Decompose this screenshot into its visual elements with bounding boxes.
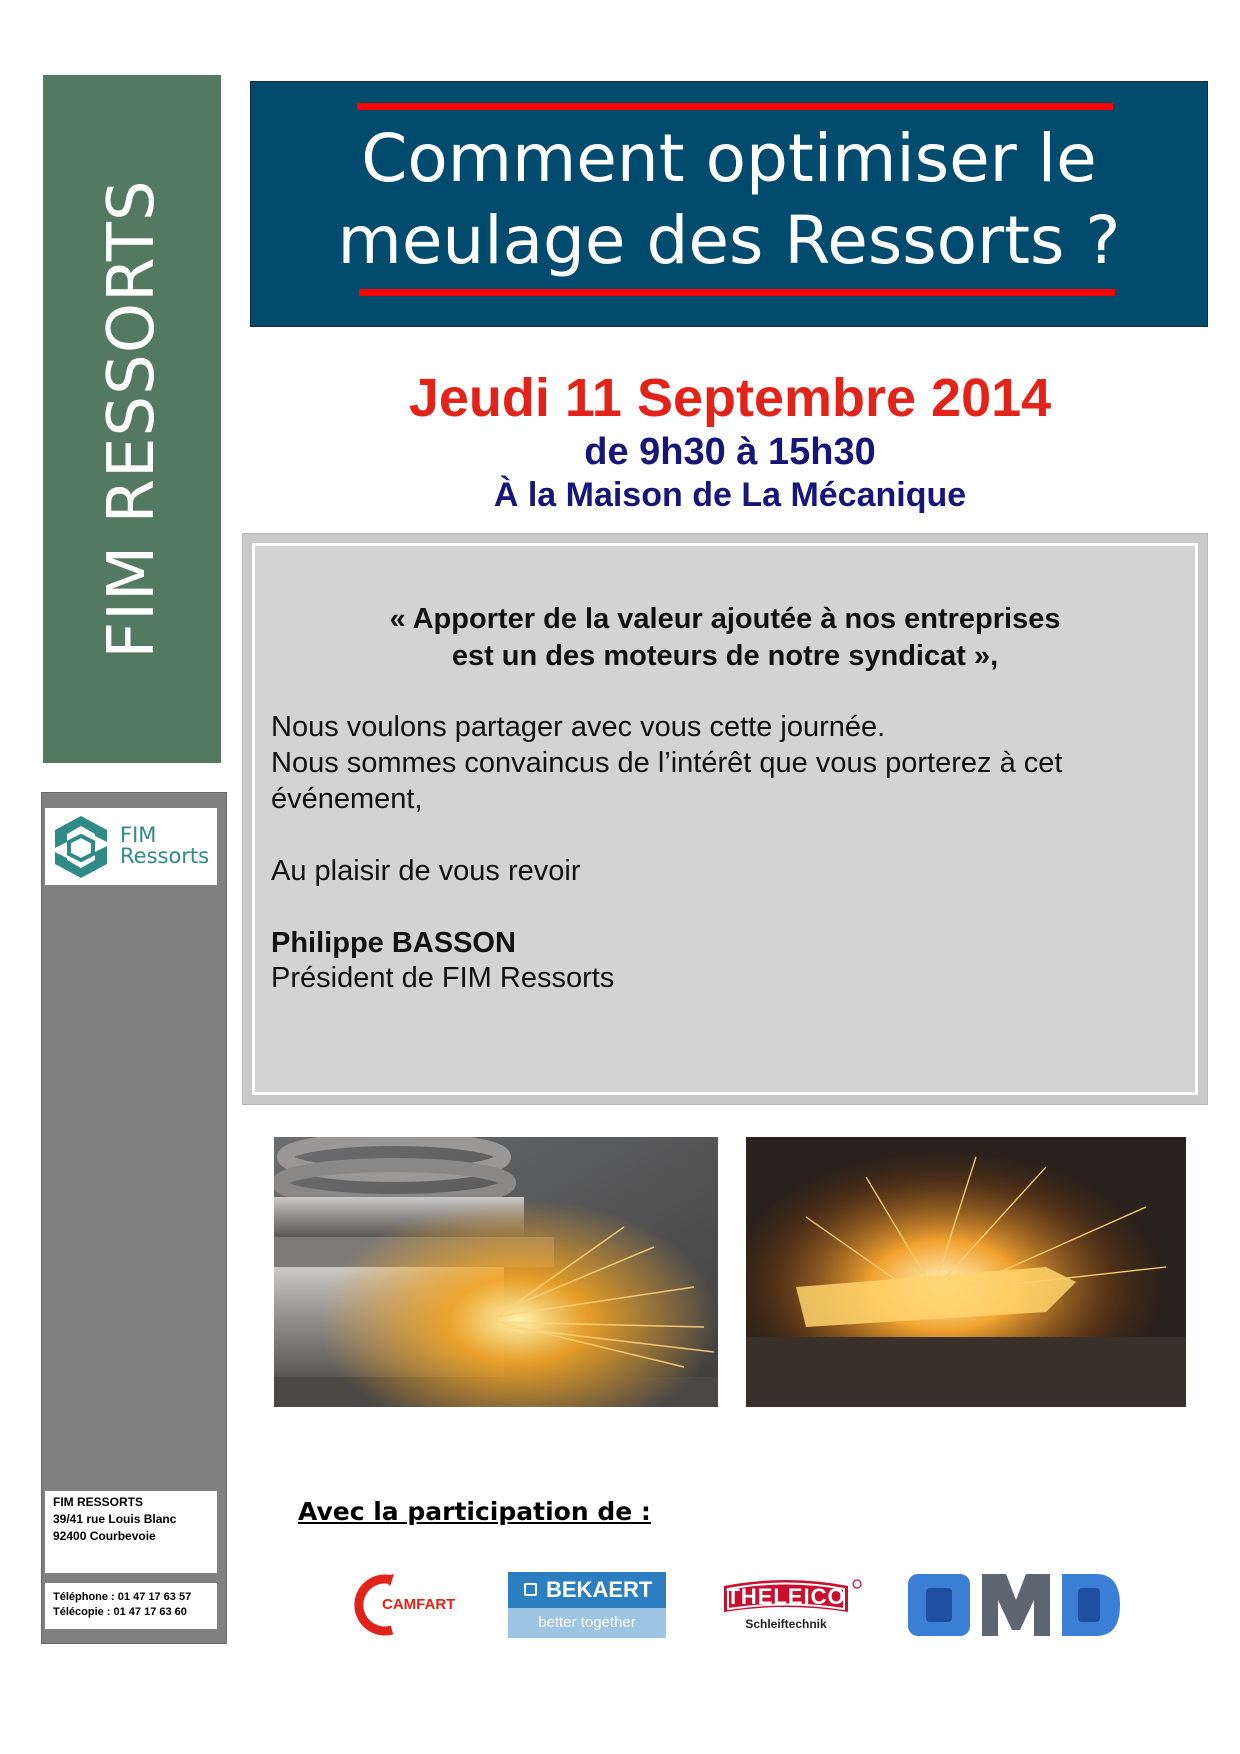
participation-heading: Avec la participation de : bbox=[298, 1497, 651, 1526]
signatory-title: Président de FIM Ressorts bbox=[271, 962, 615, 994]
message-paragraph-1: Nous voulons partager avec vous cette journée. bbox=[271, 711, 886, 743]
contact-block bbox=[45, 1583, 217, 1629]
spring-grinding-photo bbox=[274, 1137, 718, 1407]
address-city: 92400 Courbevoie bbox=[53, 1529, 156, 1543]
logo-line-1: FIM bbox=[120, 823, 157, 847]
fax-number: Télécopie : 01 47 17 63 60 bbox=[53, 1606, 187, 1618]
page-title bbox=[251, 118, 1207, 282]
camfart-logo bbox=[352, 1572, 462, 1636]
message-paragraph-2a: Nous sommes convaincus de l’intérêt que vous porterez à cet bbox=[271, 747, 1063, 779]
vertical-title: FIM RESSORTS bbox=[95, 179, 169, 659]
address-block bbox=[45, 1491, 217, 1573]
fim-ressorts-logo bbox=[45, 808, 217, 885]
title-banner bbox=[250, 81, 1208, 327]
title-line-2: meulage des Ressorts ? bbox=[337, 202, 1121, 279]
address-street: 39/41 rue Louis Blanc bbox=[53, 1512, 177, 1526]
title-line-1: Comment optimiser le bbox=[361, 120, 1097, 197]
theleico-wordmark: THELEICO bbox=[726, 1584, 846, 1609]
bekaert-wordmark: BEKAERT bbox=[546, 1577, 653, 1602]
title-bottom-rule bbox=[359, 289, 1115, 296]
theleico-tagline: Schleiftechnik bbox=[745, 1617, 827, 1631]
event-time: de 9h30 à 15h30 bbox=[584, 431, 876, 473]
closing-line: Au plaisir de vous revoir bbox=[271, 855, 581, 887]
logo-line-2: Ressorts bbox=[120, 844, 210, 868]
quote bbox=[255, 601, 1195, 675]
bekaert-banner bbox=[508, 1572, 666, 1608]
bekaert-logo bbox=[508, 1572, 666, 1638]
theleico-logo bbox=[716, 1572, 866, 1638]
quote-line-2: est un des moteurs de notre syndicat », bbox=[451, 640, 999, 672]
signatory-name: Philippe BASSON bbox=[271, 927, 516, 959]
bekaert-tagline: better together bbox=[508, 1608, 666, 1638]
omd-logo bbox=[906, 1570, 1124, 1640]
address-name: FIM RESSORTS bbox=[53, 1495, 144, 1509]
bekaert-mark-icon bbox=[524, 1583, 537, 1596]
title-top-rule bbox=[357, 103, 1113, 110]
message-paragraph-2b: événement, bbox=[271, 783, 423, 815]
omd-wordmark-icon bbox=[906, 1570, 1124, 1640]
message-box bbox=[242, 533, 1208, 1105]
camfart-wordmark: CAMFART bbox=[382, 1596, 456, 1613]
sidebar-title-band bbox=[43, 75, 221, 763]
message-panel bbox=[252, 543, 1198, 1095]
fim-logo-icon bbox=[47, 812, 115, 882]
event-place: À la Maison de La Mécanique bbox=[493, 476, 967, 514]
quote-line-1: « Apporter de la valeur ajoutée à nos entreprises bbox=[389, 603, 1061, 635]
sparks-grinding-photo bbox=[746, 1137, 1186, 1407]
phone-number: Téléphone : 01 47 17 63 57 bbox=[53, 1591, 192, 1603]
event-date: Jeudi 11 Septembre 2014 bbox=[408, 368, 1052, 428]
